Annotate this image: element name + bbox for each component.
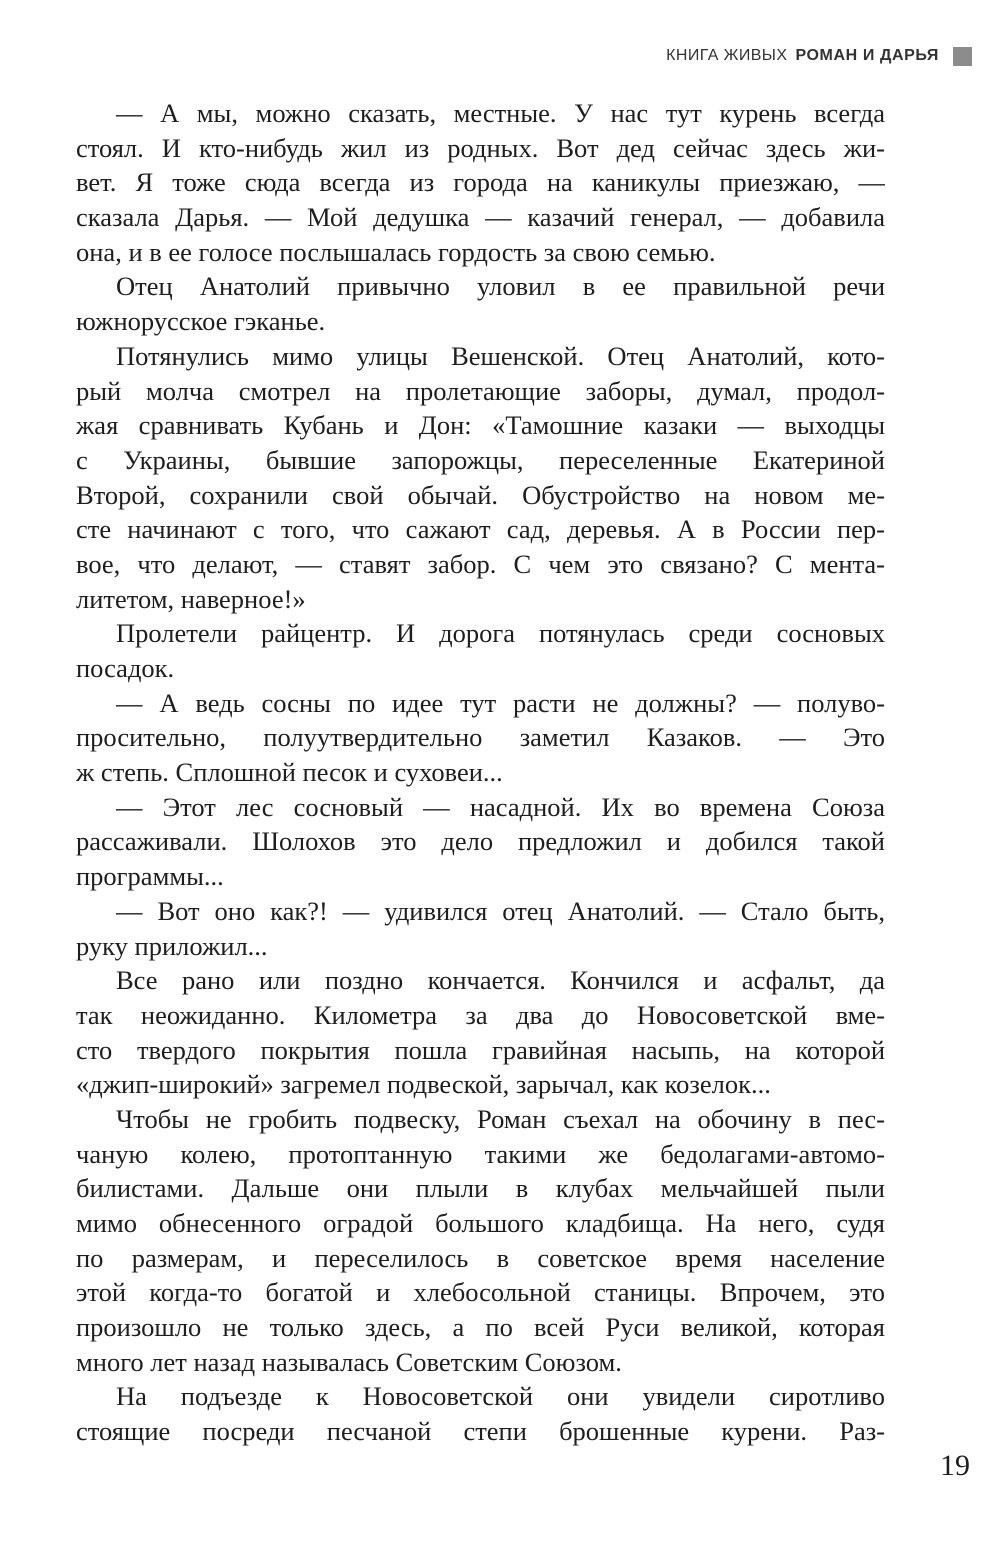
running-head-square-marker — [953, 47, 972, 66]
text-line: ж степь. Сплошной песок и суховеи... — [76, 757, 503, 788]
text-line: сказала Дарья. — Мой дедушка — казачий генерал, — добавила — [76, 202, 885, 233]
text-line: вет. Я тоже сюда всегда из города на каникулы приезжаю, — — [76, 167, 885, 198]
text-line: билистами. Дальше они плыли в клубах мельчайшей пыли — [76, 1173, 885, 1204]
page-number: 19 — [940, 1449, 970, 1482]
body-text — [76, 96, 885, 1449]
text-line: много лет назад называлась Советским Союзом. — [76, 1346, 622, 1377]
text-line: — А мы, можно сказать, местные. У нас тут курень всегда — [116, 98, 885, 128]
text-line: литетом, наверное!» — [76, 583, 306, 614]
text-line: вое, что делают, — ставят забор. С чем это связано? С мента- — [76, 548, 885, 579]
text-line: сте начинают с того, что сажают сад, деревья. А в России пер- — [76, 514, 885, 545]
text-line: этой когда-то богатой и хлебосольной станицы. Впрочем, это — [76, 1277, 885, 1308]
text-line: Потянулись мимо улицы Вешенской. Отец Анатолий, кото- — [116, 340, 885, 371]
text-line: рый молча смотрел на пролетающие заборы, думал, продол- — [76, 375, 885, 406]
text-line: мимо обнесенного оградой большого кладбища. На него, судя — [76, 1208, 885, 1238]
text-line: На подъезде к Новосоветской они увидели сиротливо — [116, 1381, 885, 1412]
text-line: программы... — [76, 861, 224, 892]
running-head-chapter-title: РОМАН И ДАРЬЯ — [795, 47, 939, 64]
text-line: стоял. И кто-нибудь жил из родных. Вот дед сейчас здесь жи- — [76, 132, 885, 163]
running-head — [666, 44, 972, 68]
text-line: чаную колею, протоптанную такими же бедолагами-автомо- — [76, 1138, 885, 1169]
text-line: Все рано или поздно кончается. Кончился и асфальт, да — [116, 965, 885, 996]
text-line: Чтобы не гробить подвеску, Роман съехал на обочину в пес- — [116, 1103, 885, 1134]
text-line: так неожиданно. Километра за два до Новосоветской вме- — [76, 999, 885, 1030]
text-line: — Этот лес сосновый — насадной. Их во времена Союза — [116, 791, 885, 822]
text-line: по размерам, и переселилось в советское время население — [76, 1242, 885, 1273]
text-line: — Вот оно как?! — удивился отец Анатолий. — Стало быть, — [116, 895, 885, 926]
text-line: сто твердого покрытия пошла гравийная насыпь, на которой — [76, 1034, 885, 1065]
text-line: Пролетели райцентр. И дорога потянулась среди сосновых — [116, 618, 885, 649]
text-line: руку приложил... — [76, 930, 268, 961]
text-line: стоящие посреди песчаной степи брошенные курени. Раз- — [76, 1416, 885, 1447]
text-line: южнорусское гэканье. — [76, 306, 326, 337]
text-line: — А ведь сосны по идее тут расти не должны? — полуво- — [116, 687, 885, 718]
text-line: посадок. — [76, 653, 175, 683]
text-line: с Украины, бывшие запорожцы, переселенные Екатериной — [76, 444, 885, 475]
running-head-book-title: КНИГА ЖИВЫХ — [666, 47, 788, 64]
text-line: произошло не только здесь, а по всей Руси великой, которая — [76, 1312, 885, 1343]
text-line: «джип-широкий» загремел подвеской, зарычал, как козелок... — [76, 1069, 771, 1100]
text-line: жая сравнивать Кубань и Дон: «Тамошние казаки — выходцы — [76, 410, 885, 441]
text-line: Второй, сохранили свой обычай. Обустройство на новом ме- — [76, 479, 885, 510]
text-line: Отец Анатолий привычно уловил в ее правильной речи — [116, 271, 885, 302]
text-line: просительно, полуутвердительно заметил Казаков. — Это — [76, 722, 885, 753]
text-line: она, и в ее голосе послышалась гордость за свою семью. — [76, 236, 716, 267]
text-line: рассаживали. Шолохов это дело предложил и добился такой — [76, 826, 885, 857]
